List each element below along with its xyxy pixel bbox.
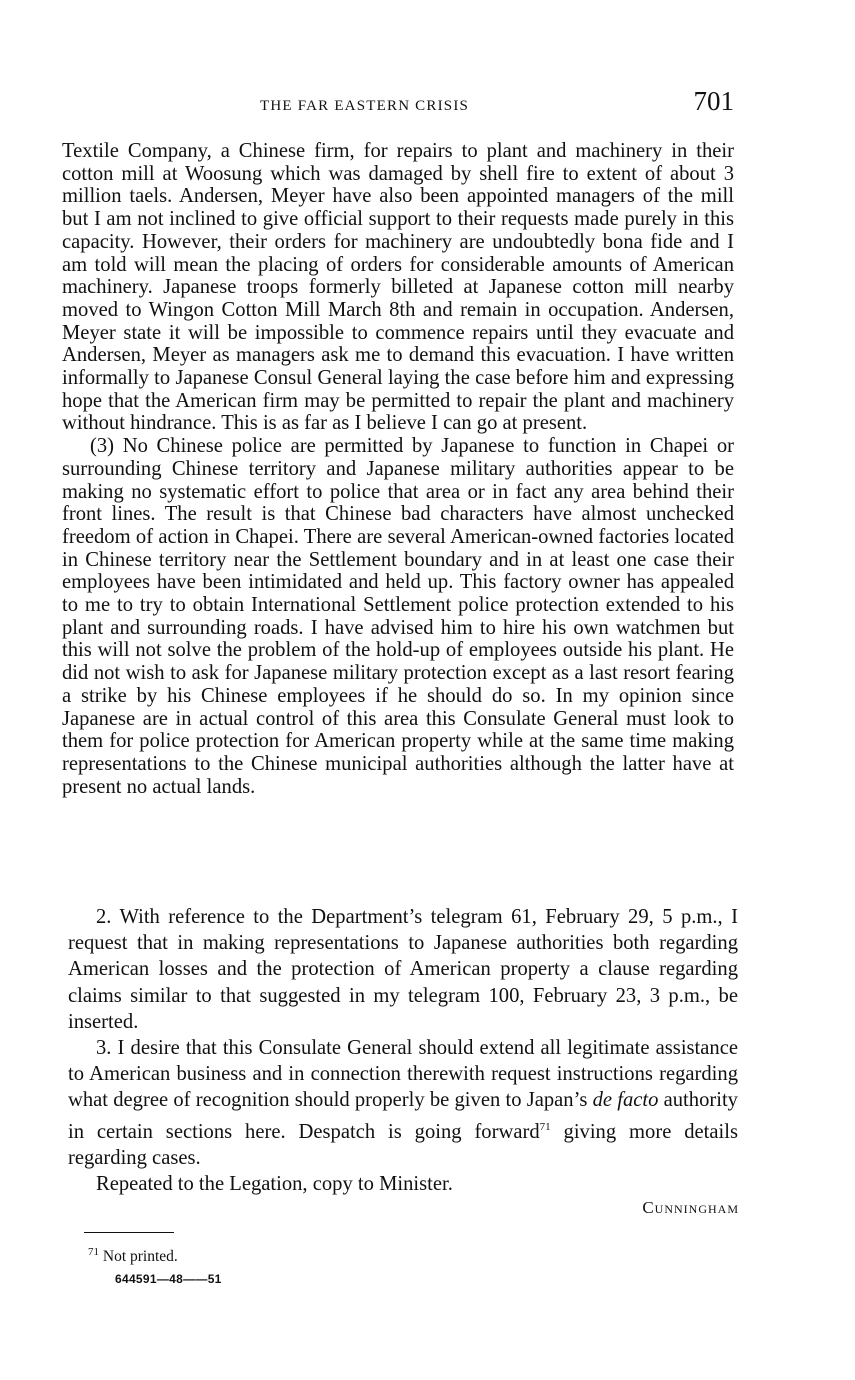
repeated-paragraph: Repeated to the Legation, copy to Minister. [96,1172,453,1195]
item-3-text-middle: authority in certain sections here. Despatch is going forward [68,1089,738,1143]
continued-paragraph: Textile Company, a Chinese firm, for repairs to plant and machinery in their cotton mill at Woosung which was damaged by shell fire to extent of about 3 million taels. Andersen, Meyer have also been appointed managers of the mill but I am not inclined to give official support to their requests made purely in this capacity. However, their orders for machinery are undoubtedly bona fide and I am told will mean the placing of orders for considerable amounts of American machinery. Japanese troops formerly billeted at Japanese cotton mill nearby moved to Wingon Cotton Mill March 8th and remain in occupation. Andersen, Meyer state it will be impossible to commence repairs until they evacuate and Andersen, Meyer as managers ask me to demand this evacuation. I have written informally to Japanese Consul General laying the case before him and expressing hope that the American firm may be permitted to repair the plant and machinery without hindrance. This is as far as I believe I can go at present. [62,140,734,435]
item-3-text-end: giving more details regarding cases. [68,1120,738,1169]
item-3-paragraph [68,1035,738,1171]
item-2-paragraph: 2. With reference to the Department’s telegram 61, February 29, 5 p.m., I request that in making representations to Japanese authorities both regarding American losses and the protection of American property a clause regarding claims similar to that suggested in my telegram 100, February 23, 3 p.m., be inserted. [68,906,738,1033]
telegram-text [62,140,734,798]
footnote [88,1246,178,1266]
page-header [62,86,734,126]
footnote-divider [84,1232,174,1233]
page-number: 701 [693,86,734,116]
running-head: THE FAR EASTERN CRISIS [260,98,470,114]
paragraph-3: (3) No Chinese police are permitted by Japanese to function in Chapei or surrounding Chinese territory and Japanese military authorities appear to be making no systematic effort to police that area or in fact any area behind their front lines. The result is that Chinese bad characters have almost unchecked freedom of action in Chapei. There are several American-owned factories located in Chinese territory near the Settlement boundary and in at least one case their employees have been intimidated and held up. This factory owner has appealed to me to try to obtain International Settlement police protection extended to his plant and surrounding roads. I have advised him to hire his own watchmen but this will not solve the problem of the hold-up of employees outside his plant. He did not wish to ask for Japanese military protection except as a last resort fearing a strike by his Chinese employees if he should do so. In my opinion since Japanese are in actual control of this area this Consulate General must look to them for police protection for American property while at the same time making representations to the Chinese municipal authorities although the latter have at present no actual lands. [62,435,734,798]
footnote-reference: 71 [539,1120,551,1133]
signature: Cunningham [642,1198,739,1217]
instructions-text [68,904,738,1197]
item-3-italic: de facto [592,1089,659,1112]
footnote-text: Not printed. [102,1248,178,1266]
print-code: 644591—48——51 [115,1272,222,1286]
item-3-text-start: 3. I desire that this Consulate General should extend all legitimate assistance to American business and in connection therewith request instructions regarding what degree of recognition should properly be given to Japan’s [68,1037,738,1112]
footnote-number: 71 [88,1246,99,1258]
